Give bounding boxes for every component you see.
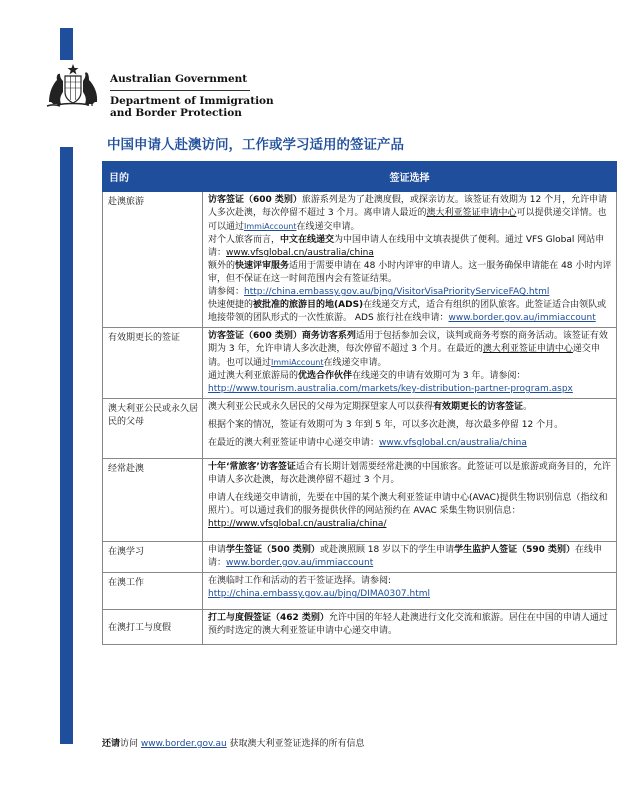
purpose-cell: 在澳学习 — [103, 542, 203, 573]
purpose-cell: 在澳工作 — [103, 573, 203, 610]
spacer — [208, 638, 612, 642]
text: 可以提供递交详情。也可以通过 — [208, 208, 607, 232]
visa-name: 访客签证（600 类别） — [208, 195, 302, 205]
gov-name: Australian Government — [110, 72, 250, 91]
paragraph — [208, 234, 612, 260]
avac-text: 澳大利亚签证申请中心 — [482, 344, 573, 354]
text: 适用于包括参加会议，谈判或商务考察的商务活动。该签证有效期为 3 年，允许申请人多次赴澳，每次停留不超过 3 个月。在最近的 — [208, 331, 608, 354]
emphasis: 快速评审服务 — [235, 261, 290, 271]
text: 适用于需要申请在 48 小时内评审的申请人。这一服务确保申请能在 48 小时内评审，但不保证在这一时间范围内会有签证结果。 — [208, 261, 612, 284]
text: 为中国申请人在线用中文填表提供了便利。通过 VFS Global 网站申请： — [208, 235, 605, 258]
visa-name: 访客签证（600 类别）商务访客系列 — [208, 331, 356, 341]
options-cell — [203, 459, 617, 542]
purpose-cell: 在澳打工与度假 — [103, 610, 203, 645]
text: 申请人在线递交申请前，先要在中国的某个澳大利亚签证申请中心(AVAC)提供生物识别信息（指纹和照片）。可以通过我们的服务提供伙伴的网站预约在 AVAC 采集生物识别信息： — [208, 493, 608, 516]
paragraph — [208, 492, 612, 531]
emphasis: 优选合作伙伴 — [298, 371, 353, 381]
text: 在线递交方式，适合有组织的团队旅客。此签证适合由领队或地接带领的团队形式的一次性旅游。 ADS 旅行社在线申请： — [208, 300, 607, 323]
avac-text: 澳大利亚签证申请中心 — [426, 208, 517, 218]
vfs-link[interactable]: http://www.vfsglobal.cn/australia/china/ — [208, 519, 387, 529]
immiaccount-url-link[interactable]: www.border.gov.au/immiaccount — [226, 558, 374, 568]
paragraph — [208, 461, 612, 487]
table-row-frequent — [103, 459, 617, 542]
text: 允许中国的年轻人赴澳进行文化交流和旅游。居住在中国的申请人通过预约时选定的澳大利亚签证申请中心递交申请。 — [208, 613, 608, 636]
options-cell — [203, 542, 617, 573]
spacer — [208, 450, 612, 456]
text: 。 — [523, 402, 533, 412]
text: 在线递交的申请有效期可为 3 年。请参阅： — [352, 371, 526, 381]
options-cell — [203, 192, 617, 328]
text: 或赴澳照顾 18 岁以下的学生申请 — [319, 545, 455, 555]
text: 快速便捷的 — [208, 300, 254, 310]
immiaccount-url-link[interactable]: www.border.gov.au/immiaccount — [448, 313, 596, 323]
table-row-longer-validity — [103, 328, 617, 399]
paragraph — [208, 330, 612, 370]
side-accent-bar — [60, 147, 73, 744]
spacer — [208, 601, 612, 607]
options-cell — [203, 610, 617, 645]
visa-options-column-header: 签证选择 — [203, 162, 617, 192]
purpose-cell: 赴澳旅游 — [103, 192, 203, 328]
emphasis: 被批准的旅游目的地(ADS) — [253, 300, 364, 310]
tourism-australia-link[interactable]: http://www.tourism.australia.com/markets/key-distribution-partner-program.aspx — [208, 384, 573, 394]
text: 旅游系列是为了赴澳度假，或探亲访友。该签证有效期为 12 个月，允许申请人多次赴澳，每次停留不超过 3 个月。离申请人最近的 — [208, 195, 608, 218]
emphasis: 中文在线递交 — [280, 235, 335, 245]
table-row-study — [103, 542, 617, 573]
table-row-work — [103, 573, 617, 610]
text: 对个人旅客而言， — [208, 235, 281, 245]
visa-options-table — [102, 161, 617, 645]
table-row-working-holiday — [103, 610, 617, 645]
government-logo-text — [110, 72, 274, 119]
text: 适合有长期计划需要经常赴澳的中国旅客。此签证可以是旅游或商务目的，允许申请人多次赴澳，每次赴澳停留不超过 3 个月。 — [208, 462, 611, 485]
table-header-row — [103, 162, 617, 192]
visa-name: 学生监护人签证（590 类别） — [454, 545, 576, 555]
text: 递交申请。也可以通过 — [208, 344, 600, 368]
text: 在线递交申请。 — [296, 222, 360, 232]
options-cell — [203, 399, 617, 459]
department-name-line2: and Border Protection — [110, 107, 242, 119]
text: 在线递交申请。 — [323, 358, 387, 368]
options-cell — [203, 573, 617, 610]
footer-text: 获取澳大利亚签证选择的所有信息 — [226, 739, 365, 749]
footer-note — [102, 736, 365, 749]
text: 请参阅： — [208, 287, 245, 297]
footer-bold: 还请 — [102, 739, 121, 749]
options-cell — [203, 328, 617, 399]
footer-text: 访问 — [120, 739, 141, 749]
spacer — [208, 531, 612, 539]
department-name-line1: Department of Immigration — [110, 95, 274, 107]
text: 在最近的澳大利亚签证申请中心递交申请： — [208, 438, 380, 448]
text: 在线申请： — [208, 545, 603, 568]
visa-name: 十年‘常旅客’访客签证 — [208, 462, 296, 472]
border-gov-link[interactable]: www.border.gov.au — [140, 739, 227, 749]
table-row-parents — [103, 399, 617, 459]
paragraph — [208, 370, 612, 396]
paragraph — [208, 260, 612, 286]
text: 在澳临时工作和活动的若干签证选择。请参阅: — [208, 576, 392, 586]
text: 通过澳大利亚旅游局的 — [208, 371, 299, 381]
table-row-tourism — [103, 192, 617, 328]
page-title: 中国申请人赴澳访问，工作或学习适用的签证产品 — [107, 137, 404, 153]
paragraph — [208, 575, 612, 601]
emphasis: 有效期更长的访客签证 — [433, 402, 524, 412]
purpose-cell: 经常赴澳 — [103, 459, 203, 542]
paragraph — [208, 437, 612, 450]
text: 申请 — [208, 545, 227, 555]
purpose-cell: 有效期更长的签证 — [103, 328, 203, 399]
immiaccount-link[interactable]: ImmiAccount — [244, 222, 297, 231]
vfs-link[interactable]: www.vfsglobal.cn/australia/china — [226, 248, 374, 258]
visa-name: 学生签证（500 类别） — [226, 545, 320, 555]
visa-name: 打工与度假签证（462 类别） — [208, 613, 329, 623]
immiaccount-link[interactable]: ImmiAccount — [271, 358, 324, 367]
paragraph — [208, 401, 612, 414]
purpose-cell: 澳大利亚公民或永久居民的父母 — [103, 399, 203, 459]
paragraph — [208, 194, 612, 234]
paragraph — [208, 286, 612, 299]
text: 额外的 — [208, 261, 236, 271]
paragraph — [208, 544, 612, 570]
purpose-column-header: 目的 — [103, 162, 203, 192]
text: 澳大利亚公民或永久居民的父母为定期探望家人可以获得 — [208, 402, 434, 412]
coat-of-arms-icon — [43, 62, 103, 108]
paragraph — [208, 612, 612, 638]
paragraph: 根据个案的情况，签证有效期可为 3 年到 5 年，可以多次赴澳，每次最多停留 12 个月。 — [208, 420, 564, 430]
vfs-link[interactable]: www.vfsglobal.cn/australia/china — [379, 438, 527, 448]
paragraph — [208, 299, 612, 325]
embassy-faq-link[interactable]: http://china.embassy.gov.au/bjng/VisitorVisaPriorityServiceFAQ.html — [244, 287, 550, 297]
embassy-dima-link[interactable]: http://china.embassy.gov.au/bjng/DIMA0307.html — [208, 589, 431, 599]
header-accent-bar — [60, 28, 73, 60]
